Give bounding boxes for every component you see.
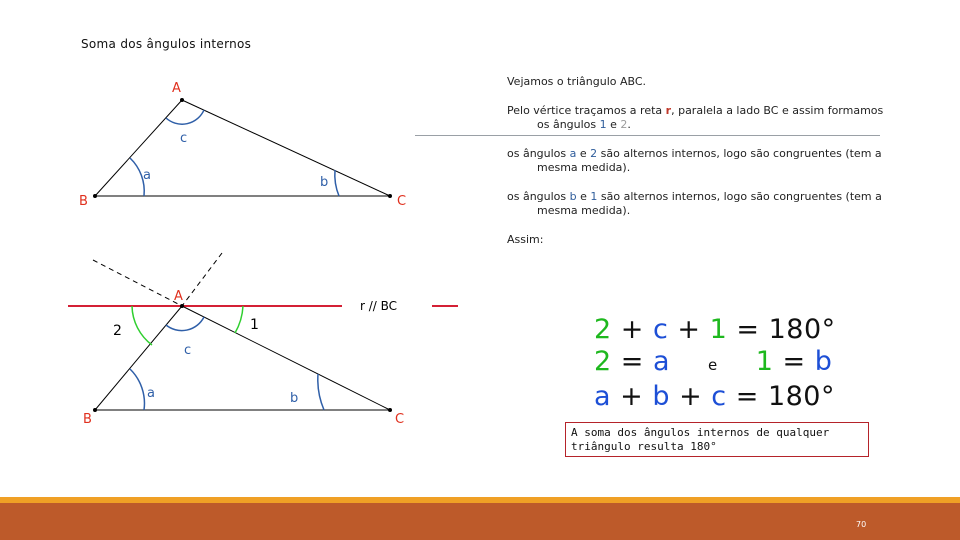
angle-a-ref: a [569, 147, 577, 160]
formula-operator: + [668, 314, 710, 345]
formula-term: b [814, 346, 833, 377]
paragraph-4-text: os ângulos [507, 190, 570, 203]
formula-term: c [711, 381, 727, 412]
formula-row-3 [594, 381, 836, 413]
formula-term: 2 [594, 314, 612, 345]
paragraph-2-text-cont: , paralela a lado BC e assim formamos [671, 104, 884, 117]
formula-row-2 [594, 346, 836, 381]
paragraph-4 [507, 190, 922, 218]
angle-label-2: 2 [113, 323, 122, 339]
formula-operator: = [726, 381, 768, 412]
vertex-label-B: B [83, 412, 92, 427]
line-r-parallel-label: r // BC [360, 299, 398, 313]
angle-2-ref: 2 [620, 118, 628, 131]
formula-operator: + [611, 314, 653, 345]
paragraph-4-text-cont: são alternos internos, logo são congruentes (tem a [597, 190, 882, 203]
paragraph-2-line2-text: os ângulos [537, 118, 600, 131]
formula-row-1 [594, 314, 836, 346]
paragraph-1 [507, 75, 922, 89]
formula-term: a [594, 381, 612, 412]
angle-label-a: a [147, 386, 155, 401]
conclusion-line-1: A soma dos ângulos internos de qualquer [571, 426, 830, 439]
paragraph-4-conj: e [576, 190, 591, 203]
formula-operator: = [611, 346, 653, 377]
paragraph-3 [507, 147, 922, 175]
angle-1-ref: 1 [599, 118, 607, 131]
conclusion-box [565, 422, 869, 457]
slide-title: Soma dos ângulos internos [81, 37, 252, 51]
angle-b-ref: b [569, 190, 577, 203]
formula-term: 2 [594, 346, 612, 377]
angle-1-ref: 1 [590, 190, 598, 203]
angle-label-c: c [184, 343, 192, 358]
paragraph-2 [507, 104, 922, 132]
paragraph-5 [507, 233, 922, 247]
vertex-label-C: C [397, 194, 407, 209]
formula-term: b [652, 381, 670, 412]
angle-label-a: a [143, 168, 151, 183]
paragraph-2-end: . [627, 118, 631, 131]
angle-2-ref: 2 [590, 147, 598, 160]
triangle-figure-1 [70, 72, 415, 212]
page-number: 70 [856, 520, 867, 529]
angle-label-c: c [180, 131, 188, 146]
formula-operator: = [773, 346, 815, 377]
formula-operator: + [611, 381, 653, 412]
formula-term: 1 [709, 314, 728, 345]
paragraph-2-conj: e [606, 118, 621, 131]
formula-value: 180° [768, 314, 836, 345]
divider [415, 135, 880, 136]
paragraph-5-text: Assim: [507, 233, 544, 246]
paragraph-3-line2: mesma medida). [537, 161, 631, 174]
vertex-label-A: A [174, 289, 183, 304]
formula-term: c [652, 314, 669, 345]
triangle-figure-2 [60, 245, 465, 435]
angle-label-1: 1 [250, 317, 259, 333]
paragraph-3-conj: e [576, 147, 591, 160]
formula-operator: = [727, 314, 769, 345]
paragraph-4-line2: mesma medida). [537, 204, 631, 217]
formula-value: 180° [767, 381, 835, 412]
formula-block [594, 314, 836, 413]
paragraph-2-text: Pelo vértice traçamos a reta [507, 104, 666, 117]
paragraph-3-text: os ângulos [507, 147, 570, 160]
vertex-label-C: C [395, 412, 405, 427]
formula-separator: e [708, 356, 718, 374]
vertex-label-A: A [172, 81, 181, 96]
conclusion-line-2: triângulo resulta 180° [571, 440, 717, 453]
angle-label-b: b [290, 391, 299, 406]
paragraph-2-line2 [507, 118, 922, 132]
paragraph-1-text: Vejamos o triângulo ABC. [507, 75, 647, 88]
formula-term: 1 [755, 346, 774, 377]
paragraph-3-text-cont: são alternos internos, logo são congruentes (tem a [597, 147, 882, 160]
angle-label-b: b [320, 175, 329, 190]
line-r-name: r [665, 104, 672, 117]
formula-term: a [652, 346, 671, 377]
footer-bar [0, 503, 960, 540]
vertex-label-B: B [79, 194, 88, 209]
formula-operator: + [669, 381, 712, 412]
